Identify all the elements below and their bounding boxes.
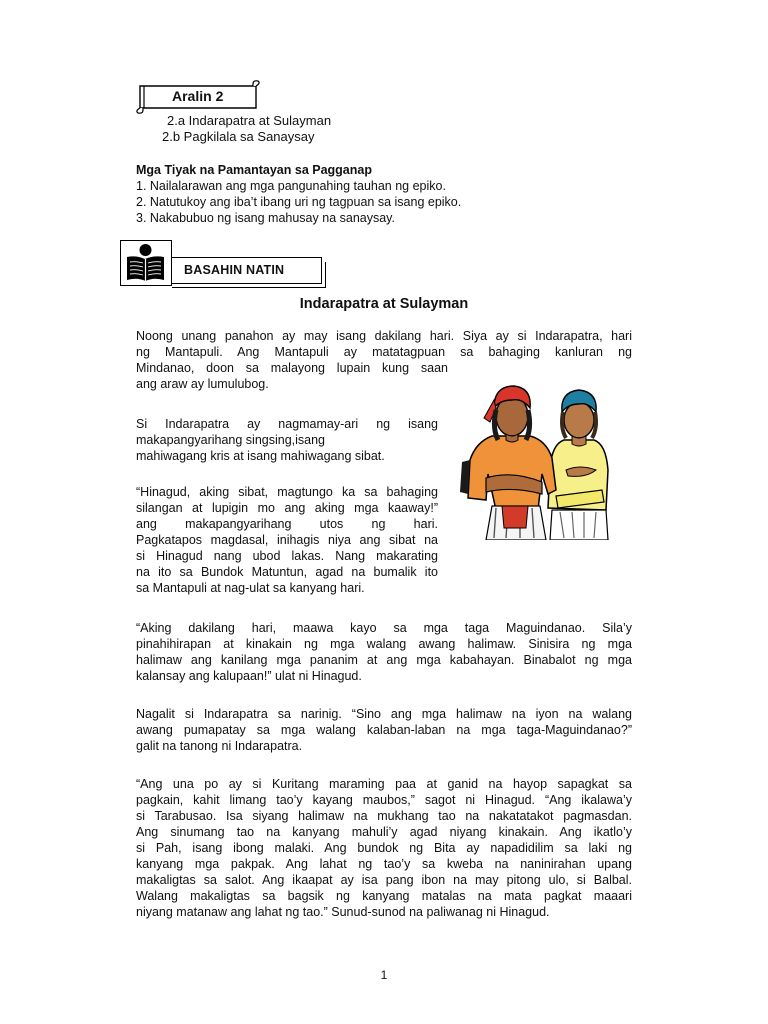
- page-number: 1: [380, 968, 388, 982]
- paragraph-4: [136, 620, 632, 684]
- subitem-2b: 2.b Pagkilala sa Sanaysay: [162, 129, 315, 144]
- paragraph-5: [136, 706, 632, 754]
- story-title: Indarapatra at Sulayman: [299, 296, 469, 312]
- lesson-title: Aralin 2: [172, 88, 224, 104]
- reading-book-icon: [120, 240, 172, 286]
- text-line: Si Indarapatra ay nagmamay-ari ng isang: [136, 417, 438, 431]
- text-line: ang makapangyarihang utos ng hari.: [136, 517, 438, 531]
- text-line: awang pumapatay sa mga walang kalaban-laban na mga taga-Maguindanao?”: [136, 723, 632, 737]
- text-line: pinahihirapan at kinakain ng mga walang awang halimaw. Sinisira ng mga: [136, 637, 632, 651]
- section-header: [120, 240, 324, 288]
- text-line: silangan at lupigin mo ang aking mga kaaway!”: [136, 501, 438, 515]
- text-line: si Pah, isang ibong malaki. Ang bundok ng Bita ay napadidilim sa laki ng: [136, 841, 632, 855]
- objectives-heading: Mga Tiyak na Pamantayan sa Pagganap: [136, 163, 372, 177]
- text-line: galit na tanong ni Indarapatra.: [136, 739, 303, 753]
- text-line: ang araw ay lumulubog.: [136, 377, 269, 391]
- text-line: mahiwagang kris at isang mahiwagang sibat.: [136, 449, 385, 463]
- text-line: kanyang mga pakpak. Ang lahat ng tao’y sa kweba na naninirahan upang: [136, 857, 632, 871]
- text-line: sa Mantapuli at nag-ulat sa kanyang hari.: [136, 581, 365, 595]
- text-line: si Tarabusao. Isa siyang halimaw na mukhang tao na nakatatakot pagmasdan.: [136, 809, 632, 823]
- lesson-banner: [136, 80, 262, 112]
- text-line: “Hinagud, aking sibat, magtungo ka sa bahaging: [136, 485, 438, 499]
- objective-item: 3. Nakabubuo ng isang mahusay na sanaysay.: [136, 211, 395, 225]
- text-line: Mindanao, doon sa malayong lupain kung saan: [136, 361, 448, 375]
- text-line: makapangyarihang singsing,isang: [136, 433, 326, 447]
- text-line: “Aking dakilang hari, maawa kayo sa mga taga Maguindanao. Sila’y: [136, 621, 632, 635]
- text-line: Ang sinumang tao na kanyang mahuli’y agad niyang kinakain. Ang ikatlo’y: [136, 825, 632, 839]
- text-line: si Hinagud nang ubod lakas. Nang makarating: [136, 549, 438, 563]
- paragraph-2: [136, 416, 438, 464]
- text-line: Walang makaligtas sa bagsik ng kanyang matalas na mata pagkat maaari: [136, 889, 632, 903]
- objective-item: 1. Nailalarawan ang mga pangunahing tauhan ng epiko.: [136, 179, 446, 193]
- text-line: kalansay ang kalupaan!” ulat ni Hinagud.: [136, 669, 362, 683]
- text-line: Noong unang panahon ay may isang dakilang hari. Siya ay si Indarapatra, hari: [136, 329, 632, 343]
- section-label: BASAHIN NATIN: [184, 263, 285, 277]
- two-warriors-illustration: [456, 378, 640, 540]
- text-line: Nagalit si Indarapatra sa narinig. “Sino ang mga halimaw na iyon na walang: [136, 707, 632, 721]
- text-line: ng Mantapuli. Ang Mantapuli ay matatagpuan sa bahaging kanluran ng: [136, 345, 632, 359]
- text-line: Pagkatapos magdasal, inihagis niya ang sibat na: [136, 533, 438, 547]
- text-line: niyang matanaw ang lahat ng tao.” Sunud-sunod na paliwanag ni Hinagud.: [136, 905, 550, 919]
- objective-item: 2. Natutukoy ang iba’t ibang uri ng tagpuan sa isang epiko.: [136, 195, 462, 209]
- text-line: na ito sa Bundok Matuntun, agad na bumalik ito: [136, 565, 438, 579]
- text-line: pagkain, kahit limang tao’y kayang maubos,” sagot ni Hinagud. “Ang ikalawa’y: [136, 793, 632, 807]
- text-line: makaligtas sa salot. Ang ikaapat ay isa pang ibon na may pitong ulo, si Balbal.: [136, 873, 632, 887]
- text-line: halimaw ang kanilang mga pananim at ang mga kabahayan. Binabalot ng mga: [136, 653, 632, 667]
- section-label-box: [172, 257, 322, 284]
- objectives: [136, 162, 636, 226]
- paragraph-6: [136, 776, 632, 920]
- text-line: “Ang una po ay si Kuritang maraming paa at ganid na hayop sapagkat sa: [136, 777, 632, 791]
- paragraph-3: [136, 484, 438, 596]
- subitem-2a: 2.a Indarapatra at Sulayman: [167, 113, 332, 128]
